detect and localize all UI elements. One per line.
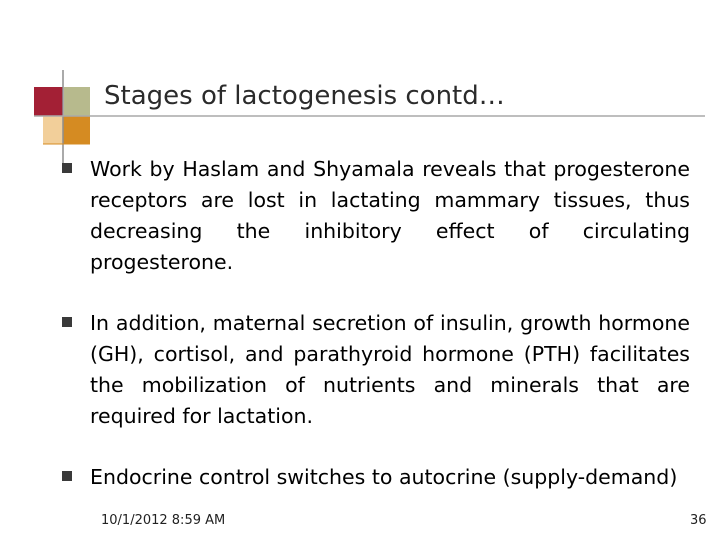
bullet-item-2 [62,308,690,432]
bullet-square-icon [62,163,72,173]
page-number: 36 [690,513,707,528]
light-orange-square [43,116,63,144]
bullet-item-3 [62,462,690,493]
bullet-text: In addition, maternal secretion of insulin, growth hormone (GH), cortisol, and parathyroid hormone (PTH) facilitates the mobilization of nutrients and minerals that are required for lactation. [90,311,690,428]
footer-date: 10/1/2012 8:59 AM [101,513,226,528]
bullet-square-icon [62,317,72,327]
bullet-text: Endocrine control switches to autocrine (supply-demand) [90,465,678,489]
slide-title: Stages of lactogenesis contd… [104,81,505,111]
bullet-square-icon [62,471,72,481]
bullet-text: Work by Haslam and Shyamala reveals that progesterone receptors are lost in lactating mammary tissues, thus decreasing the inhibitory effect of circulating progesterone. [90,157,690,274]
bullet-item-1 [62,154,690,278]
red-square [34,87,63,116]
bullet-list [62,154,690,523]
olive-square [64,87,90,116]
orange-square [63,116,90,144]
